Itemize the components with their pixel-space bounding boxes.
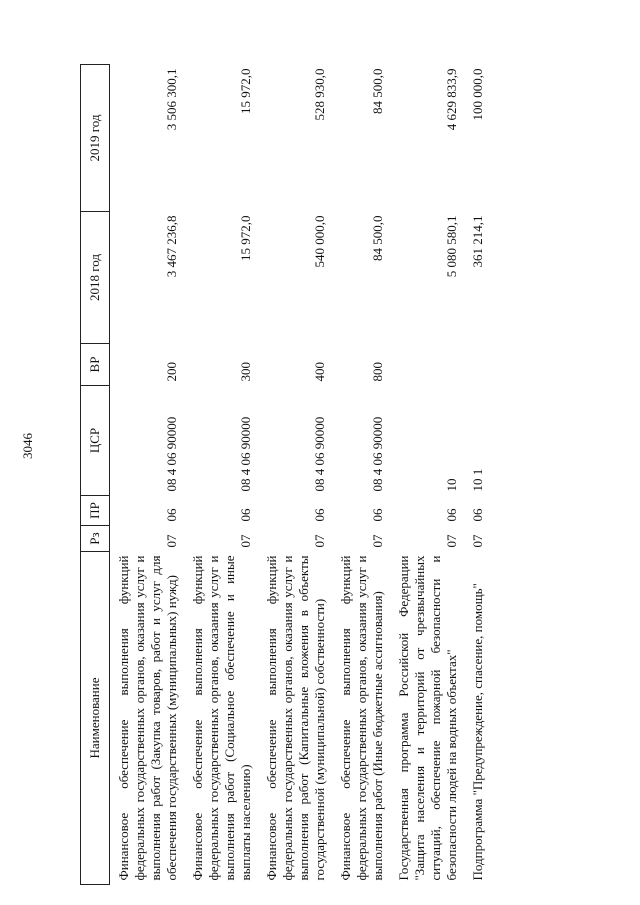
row-pr: 06 <box>444 508 459 522</box>
header-2018: 2018 год <box>81 212 110 344</box>
budget-table <box>80 64 490 885</box>
table-header-row <box>81 65 110 885</box>
row-2019: 3 506 300,1 <box>164 68 179 131</box>
row-csr: 10 <box>444 478 459 492</box>
row-vr: 300 <box>238 362 253 382</box>
table-row <box>258 65 332 885</box>
row-2018: 84 500,0 <box>370 215 385 261</box>
row-vr: 800 <box>370 362 385 382</box>
rotated-table-container <box>80 65 600 885</box>
row-2018: 3 467 236,8 <box>164 215 179 278</box>
row-pr: 06 <box>370 508 385 522</box>
row-vr <box>390 344 464 386</box>
row-name: Государственная программа Российской Федерации "Защита населения и территорий от чрезвычайных ситуаций, обеспечение пожарной безопасности и безопасности людей на водных объектах" <box>396 555 459 881</box>
row-rz: 07 <box>444 534 459 548</box>
row-rz: 07 <box>164 534 179 548</box>
row-pr: 06 <box>164 508 179 522</box>
row-vr <box>464 344 490 386</box>
row-2019: 4 629 833,9 <box>444 68 459 131</box>
row-pr: 06 <box>238 508 253 522</box>
header-csr: ЦСР <box>81 386 110 496</box>
row-2018: 540 000,0 <box>312 215 327 268</box>
page-number: 3046 <box>20 433 35 459</box>
row-rz: 07 <box>470 534 485 548</box>
row-name: Финансовое обеспечение выполнения функций федеральных государственных органов, оказания услуг и выполнения работ (Социальное обеспечение и иные выплаты населению) <box>190 555 253 881</box>
row-csr: 08 4 06 90000 <box>164 416 179 492</box>
table-row <box>464 65 490 885</box>
row-vr: 200 <box>164 362 179 382</box>
table-row <box>390 65 464 885</box>
row-csr: 10 1 <box>470 468 485 492</box>
row-2019: 15 972,0 <box>238 68 253 114</box>
row-rz: 07 <box>312 534 327 548</box>
table-row <box>184 65 258 885</box>
row-2019: 100 000,0 <box>470 68 485 121</box>
row-csr: 08 4 06 90000 <box>312 416 327 492</box>
row-2019: 84 500,0 <box>370 68 385 114</box>
row-rz: 07 <box>370 534 385 548</box>
row-csr: 08 4 06 90000 <box>370 416 385 492</box>
row-csr: 08 4 06 90000 <box>238 416 253 492</box>
header-name: Наименование <box>81 552 110 885</box>
header-vr: ВР <box>81 344 110 386</box>
row-2018: 15 972,0 <box>238 215 253 261</box>
row-rz: 07 <box>238 534 253 548</box>
row-2018: 5 080 580,1 <box>444 215 459 278</box>
row-2019: 528 930,0 <box>312 68 327 121</box>
table-row <box>332 65 390 885</box>
row-pr: 06 <box>470 508 485 522</box>
row-2018: 361 214,1 <box>470 215 485 268</box>
row-vr: 400 <box>312 362 327 382</box>
row-pr: 06 <box>312 508 327 522</box>
table-row <box>110 65 185 885</box>
row-name: Финансовое обеспечение выполнения функций федеральных государственных органов, оказания услуг и выполнения работ (Капитальные вложения в объекты государственной (муниципальной) собственности) <box>264 555 327 881</box>
row-name: Подпрограмма "Предупреждение, спасение, помощь" <box>470 583 485 881</box>
header-2019: 2019 год <box>81 65 110 212</box>
header-rz: Рз <box>81 526 110 552</box>
header-pr: ПР <box>81 496 110 526</box>
row-name: Финансовое обеспечение выполнения функций федеральных государственных органов, оказания услуг и выполнения работ (Иные бюджетные ассигнования) <box>338 555 385 881</box>
row-name: Финансовое обеспечение выполнения функций федеральных государственных органов, оказания услуг и выполнения работ (Закупка товаров, работ и услуг для обеспечения государственных (муниципальных) нужд) <box>116 555 179 881</box>
